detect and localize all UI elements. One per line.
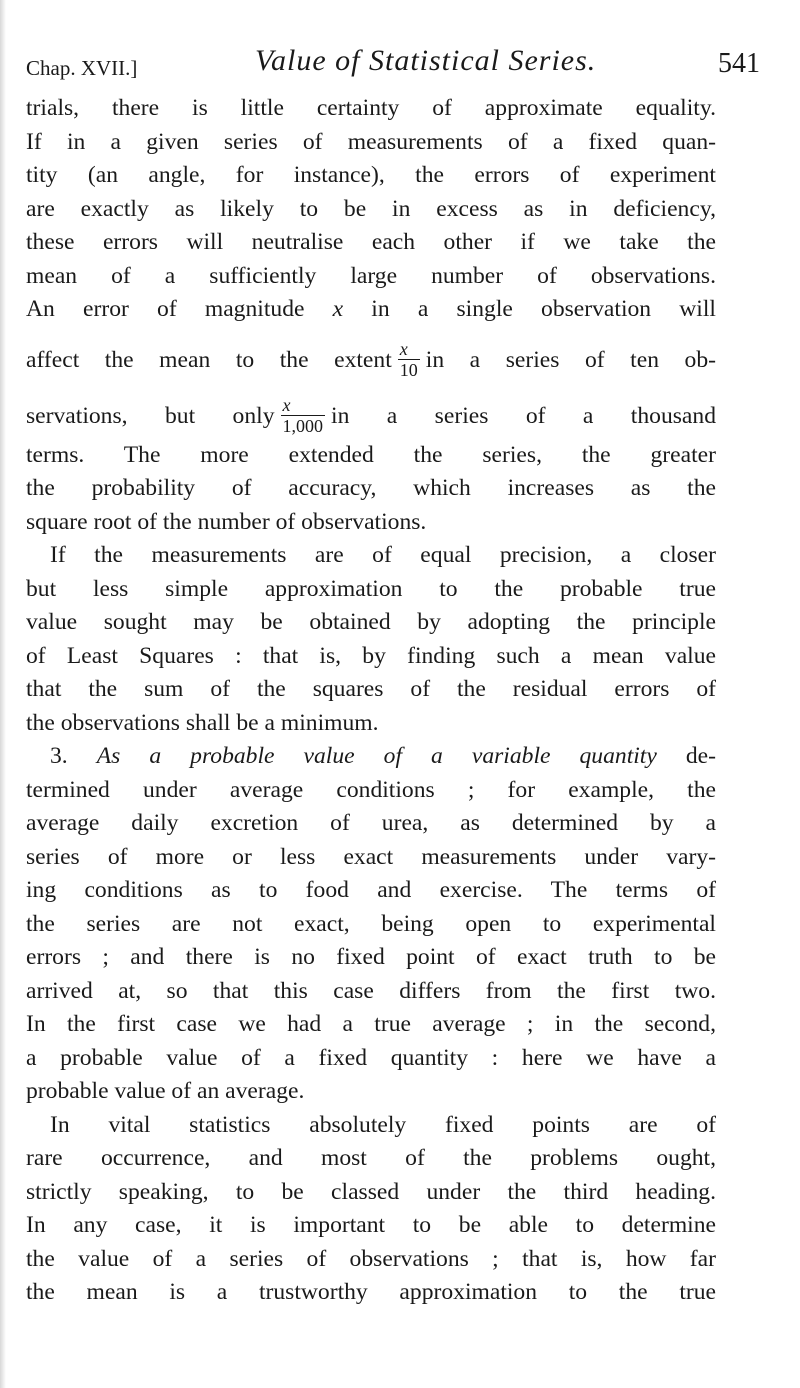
text-line: trials, there is little certainty of approximate equality. <box>26 95 716 121</box>
text-line <box>26 327 716 383</box>
body-text <box>26 92 716 1310</box>
text-line: these errors will neutralise each other if we take the <box>26 229 716 255</box>
fraction-numerator: x <box>281 395 326 416</box>
text-fragment: de- <box>656 743 716 769</box>
text-line: In any case, it is important to be able to determine <box>26 1212 716 1238</box>
text-line: the mean is a trustworthy approximation to the true <box>26 1279 716 1305</box>
text-line: mean of a sufficiently large number of observations. <box>26 262 716 289</box>
text-line <box>26 293 716 327</box>
text-line: the series are not exact, being open to experimental <box>26 910 716 937</box>
text-line: rare occurrence, and most of the problems ought, <box>26 1145 716 1171</box>
text-line: that the sum of the squares of the residual errors of <box>26 676 716 702</box>
text-line: probable value of an average. <box>26 1078 305 1104</box>
text-fragment: affect the mean to the extent <box>26 346 392 373</box>
page-number: 541 <box>718 48 760 79</box>
text-line: termined under average conditions ; for example, the <box>26 776 716 803</box>
text-line: but less simple approximation to the probable true <box>26 575 716 602</box>
section-number: 3. <box>50 743 97 769</box>
text-line: In the first case we had a true average ; in the second, <box>26 1011 716 1037</box>
text-line: arrived at, so that this case differs from the first two. <box>26 977 716 1004</box>
text-line: tity (an angle, for instance), the errors of experiment <box>26 162 716 188</box>
text-line: a probable value of a fixed quantity : here we have a <box>26 1044 716 1071</box>
text-line: are exactly as likely to be in excess as in deficiency, <box>26 195 716 222</box>
text-fragment: in a series of ten ob- <box>425 346 716 373</box>
text-line: ing conditions as to food and exercise. The terms of <box>26 877 716 903</box>
text-line: strictly speaking, to be classed under the third heading. <box>26 1178 716 1205</box>
fraction-numerator: x <box>398 339 420 360</box>
text-line: average daily excretion of urea, as determined by a <box>26 810 716 836</box>
text-line: value sought may be obtained by adopting the principle <box>26 609 716 635</box>
fraction <box>281 395 326 436</box>
text-line: the probability of accuracy, which increases as the <box>26 475 716 501</box>
fraction-denominator: 10 <box>399 359 418 380</box>
section-heading: As a probable value of a variable quantity <box>96 743 657 769</box>
paragraph-start <box>26 740 716 774</box>
text-line: the value of a series of observations ; that is, how far <box>26 1245 716 1272</box>
text-fragment: in a single observation will <box>343 296 716 322</box>
fraction-denominator: 1,000 <box>282 415 324 436</box>
fraction <box>398 339 420 380</box>
text-line: If in a given series of measurements of a fixed quan- <box>26 128 716 155</box>
page-edge-shadow <box>0 0 6 1388</box>
chapter-label: Chap. XVII.] <box>26 56 138 80</box>
text-line: terms. The more extended the series, the greater <box>26 441 716 468</box>
math-variable: x <box>332 296 344 322</box>
text-fragment: in a series of a thousand <box>331 402 716 429</box>
text-fragment: An error of magnitude <box>26 296 333 322</box>
text-line: errors ; and there is no fixed point of exact truth to be <box>26 944 716 970</box>
text-line: the observations shall be a minimum. <box>26 709 379 736</box>
running-header <box>26 44 760 88</box>
text-fragment: servations, but only <box>26 402 275 429</box>
text-line: of Least Squares : that is, by finding such a mean value <box>26 642 716 669</box>
paragraph-start: If the measurements are of equal precision, a closer <box>50 542 716 568</box>
text-line: square root of the number of observations. <box>26 508 427 535</box>
text-line: series of more or less exact measurements under vary- <box>26 843 716 870</box>
running-title: Value of Statistical Series. <box>255 44 597 77</box>
paragraph-start: In vital statistics absolutely fixed points are of <box>50 1111 716 1138</box>
text-line <box>26 383 716 439</box>
